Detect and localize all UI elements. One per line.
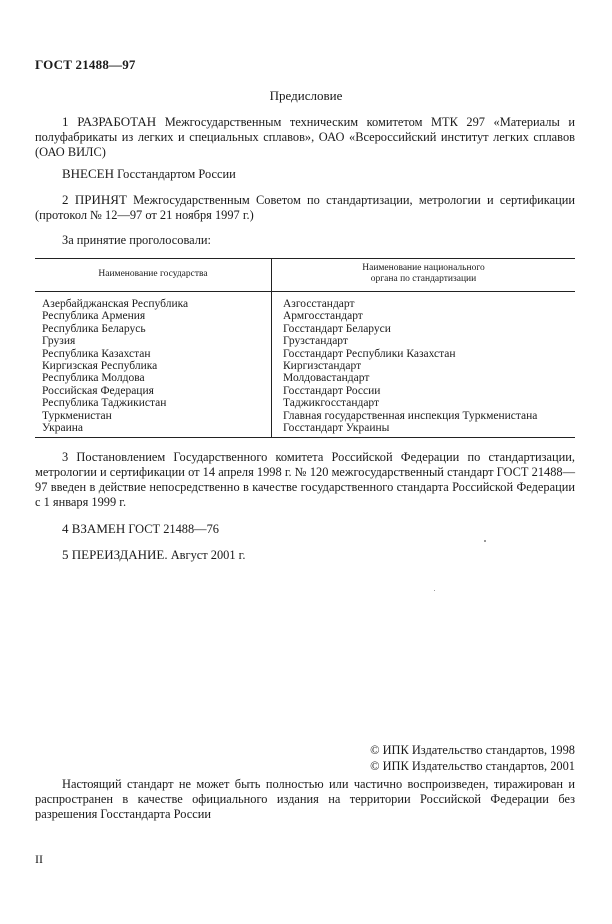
copyright-line: © ИПК Издательство стандартов, 2001 xyxy=(370,759,575,773)
table-cell-body: Киргизстандарт xyxy=(283,360,362,373)
table-cell-state: Республика Казахстан xyxy=(42,347,151,360)
table-cell-body: Грузстандарт xyxy=(283,335,348,348)
voted-intro xyxy=(35,233,575,248)
reproduction-notice xyxy=(35,777,575,822)
section-replaced-text: ГОСТ 21488—76 xyxy=(125,522,219,536)
section-reissue-text: Август 2001 г. xyxy=(167,548,246,562)
voted-intro-text: За принятие проголосовали: xyxy=(62,233,211,247)
section-developed-text: Межгосударственным техническим комитетом МТК 297 «Материалы и полуфабрикаты из легких и специальных сплавов», ОАО «Всероссийский институт легких сплавов (ОАО ВИЛС) xyxy=(35,115,575,159)
preface-title: Предисловие xyxy=(269,88,343,103)
table-cell-body: Госстандарт Республики Казахстан xyxy=(283,347,456,360)
section-replaced-label: 4 ВЗАМЕН xyxy=(62,521,126,536)
table-cell-body: Молдовастандарт xyxy=(283,372,370,385)
copyright-line: © ИПК Издательство стандартов, 1998 xyxy=(370,743,575,757)
table-cell-body: Азгосстандарт xyxy=(283,298,355,310)
table-cell-state: Республика Таджикистан xyxy=(42,397,167,410)
table-header-body-line2: органа по стандартизации xyxy=(370,274,477,284)
table-cell-state: Республика Молдова xyxy=(42,372,145,385)
table-cell-body: Главная государственная инспекция Туркменистана xyxy=(283,409,538,422)
document-code: ГОСТ 21488—97 xyxy=(35,57,136,72)
page-number: II xyxy=(35,852,43,866)
reproduction-notice-text: Настоящий стандарт не может быть полностью или частично воспроизведен, тиражирован и распространен в качестве официального издания на территории Российской Федерации без разрешения Госстандарта России xyxy=(35,777,575,821)
table-column-divider xyxy=(271,259,272,437)
section-introduced-label: ВНЕСЕН xyxy=(62,166,114,181)
scan-speck xyxy=(434,590,435,591)
table-cell-body: Госстандарт Беларуси xyxy=(283,322,391,335)
table-header-state: Наименование государства xyxy=(98,269,208,279)
table-header-divider xyxy=(35,291,575,292)
table-cell-state: Туркменистан xyxy=(42,409,112,422)
section-introduced xyxy=(35,166,575,182)
table-header-body xyxy=(272,263,575,285)
section-replaced xyxy=(35,521,575,537)
copyright-block xyxy=(370,742,575,774)
section-decree xyxy=(35,450,575,510)
table-cell-state: Грузия xyxy=(42,335,76,348)
table-cell-state: Российская Федерация xyxy=(42,384,154,397)
section-adopted xyxy=(35,192,575,223)
table-header-body-line1: Наименование национального xyxy=(362,263,485,273)
scan-speck xyxy=(484,540,486,542)
section-developed xyxy=(35,114,575,160)
table-cell-body: Госстандарт Украины xyxy=(283,422,390,435)
table-cell-state: Украина xyxy=(42,422,83,435)
section-developed-label: 1 РАЗРАБОТАН xyxy=(62,114,157,129)
table-cell-body: Таджикгосстандарт xyxy=(283,397,380,410)
section-reissue-label: 5 ПЕРЕИЗДАНИЕ. xyxy=(62,547,168,562)
section-reissue xyxy=(35,547,575,563)
section-decree-text: 3 Постановлением Государственного комитета Российской Федерации по стандартизации, метрологии и сертификации от 14 апреля 1998 г. № 120 межгосударственный стандарт ГОСТ 21488—97 введен в действие непосредственно в качестве государственного стандарта Российской Федерации с 1 января 1999 г. xyxy=(35,450,575,509)
table-column-bodies xyxy=(283,298,537,434)
section-adopted-text: Межгосударственным Советом по стандартизации, метрологии и сертификации (протокол № 12—97 от 21 ноября 1997 г.) xyxy=(35,193,575,222)
table-cell-body: Армгосстандарт xyxy=(283,310,363,323)
table-column-states xyxy=(42,298,188,434)
table-cell-state: Азербайджанская Республика xyxy=(42,298,189,310)
section-introduced-text: Госстандартом России xyxy=(114,167,236,181)
section-adopted-label: 2 ПРИНЯТ xyxy=(62,192,127,207)
table-cell-state: Киргизская Республика xyxy=(42,360,158,373)
table-cell-state: Республика Армения xyxy=(42,310,146,323)
member-states-table xyxy=(35,258,575,438)
table-cell-state: Республика Беларусь xyxy=(42,322,146,335)
table-cell-body: Госстандарт России xyxy=(283,384,381,397)
